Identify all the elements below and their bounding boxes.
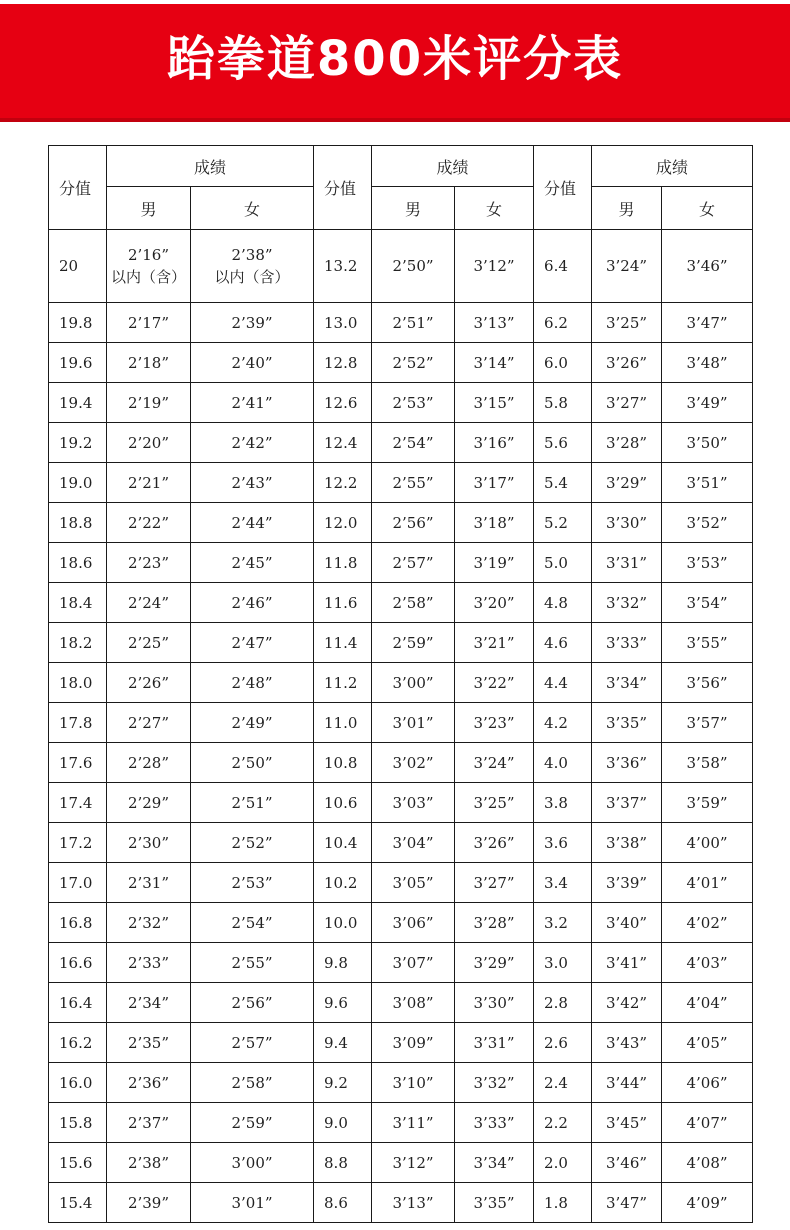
table-row bbox=[49, 583, 753, 623]
table-row bbox=[49, 1023, 753, 1063]
score-header: 分值 bbox=[534, 146, 592, 230]
male-result-cell: 2’57” bbox=[372, 543, 455, 583]
banner-top-stripe bbox=[0, 0, 790, 4]
female-result-cell: 4’08” bbox=[662, 1143, 753, 1183]
score-cell: 2.6 bbox=[534, 1023, 592, 1063]
score-cell: 9.8 bbox=[314, 943, 372, 983]
title-banner bbox=[0, 0, 790, 122]
male-result-cell: 3’47” bbox=[592, 1183, 662, 1223]
female-result-cell: 3’00” bbox=[191, 1143, 314, 1183]
male-result-cell: 2’21” bbox=[107, 463, 191, 503]
male-result-cell: 3’26” bbox=[592, 343, 662, 383]
score-cell: 16.0 bbox=[49, 1063, 107, 1103]
female-result-cell: 3’21” bbox=[455, 623, 534, 663]
female-result-cell: 2’52” bbox=[191, 823, 314, 863]
table-row bbox=[49, 783, 753, 823]
score-cell: 12.4 bbox=[314, 423, 372, 463]
female-result-cell: 3’58” bbox=[662, 743, 753, 783]
score-cell: 18.2 bbox=[49, 623, 107, 663]
score-cell: 3.4 bbox=[534, 863, 592, 903]
female-result-cell: 2’45” bbox=[191, 543, 314, 583]
score-cell: 3.6 bbox=[534, 823, 592, 863]
male-result-cell: 3’40” bbox=[592, 903, 662, 943]
score-cell: 2.8 bbox=[534, 983, 592, 1023]
male-result-cell: 3’12” bbox=[372, 1143, 455, 1183]
male-header: 男 bbox=[107, 187, 191, 230]
score-cell: 3.0 bbox=[534, 943, 592, 983]
female-header: 女 bbox=[455, 187, 534, 230]
male-result-cell: 3’46” bbox=[592, 1143, 662, 1183]
male-result-cell: 3’31” bbox=[592, 543, 662, 583]
male-result-cell: 2’23” bbox=[107, 543, 191, 583]
male-result-cell: 3’45” bbox=[592, 1103, 662, 1143]
score-cell: 15.8 bbox=[49, 1103, 107, 1143]
female-result-cell: 2’57” bbox=[191, 1023, 314, 1063]
score-cell: 1.8 bbox=[534, 1183, 592, 1223]
score-cell: 4.2 bbox=[534, 703, 592, 743]
male-result-cell: 3’41” bbox=[592, 943, 662, 983]
table-row bbox=[49, 343, 753, 383]
score-cell: 15.4 bbox=[49, 1183, 107, 1223]
score-cell: 4.6 bbox=[534, 623, 592, 663]
male-result-cell: 2’25” bbox=[107, 623, 191, 663]
female-result-cell: 4’07” bbox=[662, 1103, 753, 1143]
female-result-cell: 3’33” bbox=[455, 1103, 534, 1143]
male-result-cell: 3’08” bbox=[372, 983, 455, 1023]
score-cell: 9.2 bbox=[314, 1063, 372, 1103]
female-result-cell: 2’51” bbox=[191, 783, 314, 823]
score-cell: 12.2 bbox=[314, 463, 372, 503]
score-cell: 12.8 bbox=[314, 343, 372, 383]
table-row bbox=[49, 1183, 753, 1223]
score-cell: 9.0 bbox=[314, 1103, 372, 1143]
female-result-cell: 2’42” bbox=[191, 423, 314, 463]
score-cell: 8.6 bbox=[314, 1183, 372, 1223]
table-row bbox=[49, 463, 753, 503]
male-result-cell: 3’35” bbox=[592, 703, 662, 743]
female-result-cell: 2’47” bbox=[191, 623, 314, 663]
male-result-cell: 3’38” bbox=[592, 823, 662, 863]
score-cell: 2.4 bbox=[534, 1063, 592, 1103]
score-cell: 19.4 bbox=[49, 383, 107, 423]
score-cell: 17.6 bbox=[49, 743, 107, 783]
score-cell: 18.6 bbox=[49, 543, 107, 583]
female-result-cell: 3’20” bbox=[455, 583, 534, 623]
female-result-cell: 2’55” bbox=[191, 943, 314, 983]
female-result-cell: 3’34” bbox=[455, 1143, 534, 1183]
male-result-cell: 3’33” bbox=[592, 623, 662, 663]
male-result-cell: 2’58” bbox=[372, 583, 455, 623]
female-header: 女 bbox=[662, 187, 753, 230]
score-cell: 17.2 bbox=[49, 823, 107, 863]
male-result-cell: 3’24” bbox=[592, 230, 662, 303]
score-cell: 12.0 bbox=[314, 503, 372, 543]
female-result-cell: 3’53” bbox=[662, 543, 753, 583]
female-result-cell: 3’18” bbox=[455, 503, 534, 543]
female-result-cell: 3’28” bbox=[455, 903, 534, 943]
male-result-cell: 3’29” bbox=[592, 463, 662, 503]
score-cell: 13.0 bbox=[314, 303, 372, 343]
male-result-cell: 3’39” bbox=[592, 863, 662, 903]
score-cell: 5.6 bbox=[534, 423, 592, 463]
male-result-cell: 2’34” bbox=[107, 983, 191, 1023]
male-result-cell: 3’30” bbox=[592, 503, 662, 543]
score-cell: 6.2 bbox=[534, 303, 592, 343]
score-cell: 15.6 bbox=[49, 1143, 107, 1183]
table-row bbox=[49, 703, 753, 743]
female-result-cell: 3’14” bbox=[455, 343, 534, 383]
female-result-time: 2’38” bbox=[231, 246, 273, 264]
male-result-cell: 3’32” bbox=[592, 583, 662, 623]
male-result-cell bbox=[107, 230, 191, 303]
female-result-cell: 3’23” bbox=[455, 703, 534, 743]
female-result-cell: 3’17” bbox=[455, 463, 534, 503]
male-result-cell: 3’28” bbox=[592, 423, 662, 463]
page-title: 跆拳道800米评分表 bbox=[166, 31, 624, 87]
score-cell: 16.4 bbox=[49, 983, 107, 1023]
male-result-cell: 2’32” bbox=[107, 903, 191, 943]
female-result-cell: 3’48” bbox=[662, 343, 753, 383]
result-header: 成绩 bbox=[592, 146, 753, 187]
female-result-cell: 3’15” bbox=[455, 383, 534, 423]
table-row bbox=[49, 743, 753, 783]
table-row bbox=[49, 383, 753, 423]
female-result-cell: 3’46” bbox=[662, 230, 753, 303]
score-cell: 5.0 bbox=[534, 543, 592, 583]
score-cell: 16.6 bbox=[49, 943, 107, 983]
female-result-cell: 2’53” bbox=[191, 863, 314, 903]
male-result-cell: 3’25” bbox=[592, 303, 662, 343]
score-cell: 19.0 bbox=[49, 463, 107, 503]
score-cell: 17.4 bbox=[49, 783, 107, 823]
female-result-cell: 2’54” bbox=[191, 903, 314, 943]
score-cell: 17.8 bbox=[49, 703, 107, 743]
male-result-cell: 3’00” bbox=[372, 663, 455, 703]
male-result-cell: 2’54” bbox=[372, 423, 455, 463]
female-result-cell: 3’59” bbox=[662, 783, 753, 823]
male-result-cell: 3’43” bbox=[592, 1023, 662, 1063]
score-cell: 9.6 bbox=[314, 983, 372, 1023]
female-result-cell: 3’29” bbox=[455, 943, 534, 983]
score-header: 分值 bbox=[314, 146, 372, 230]
female-result-cell: 4’06” bbox=[662, 1063, 753, 1103]
table-row bbox=[49, 943, 753, 983]
male-result-cell: 3’03” bbox=[372, 783, 455, 823]
female-result-cell: 3’19” bbox=[455, 543, 534, 583]
result-header: 成绩 bbox=[107, 146, 314, 187]
score-cell: 10.4 bbox=[314, 823, 372, 863]
male-result-cell: 3’36” bbox=[592, 743, 662, 783]
male-result-cell: 2’26” bbox=[107, 663, 191, 703]
score-cell: 20 bbox=[49, 230, 107, 303]
table-row bbox=[49, 303, 753, 343]
female-result-cell: 4’04” bbox=[662, 983, 753, 1023]
female-result-cell: 2’41” bbox=[191, 383, 314, 423]
male-result-cell: 2’51” bbox=[372, 303, 455, 343]
score-cell: 11.0 bbox=[314, 703, 372, 743]
male-result-cell: 3’37” bbox=[592, 783, 662, 823]
score-cell: 3.8 bbox=[534, 783, 592, 823]
female-result-cell: 4’05” bbox=[662, 1023, 753, 1063]
male-result-cell: 3’06” bbox=[372, 903, 455, 943]
male-result-cell: 3’10” bbox=[372, 1063, 455, 1103]
score-cell: 2.2 bbox=[534, 1103, 592, 1143]
score-cell: 11.4 bbox=[314, 623, 372, 663]
female-result-cell: 3’54” bbox=[662, 583, 753, 623]
table-row bbox=[49, 543, 753, 583]
male-result-cell: 2’27” bbox=[107, 703, 191, 743]
female-result-cell: 3’25” bbox=[455, 783, 534, 823]
female-result-cell: 3’30” bbox=[455, 983, 534, 1023]
male-result-cell: 2’50” bbox=[372, 230, 455, 303]
male-result-time: 2’16” bbox=[127, 246, 170, 264]
female-result-cell: 2’49” bbox=[191, 703, 314, 743]
male-result-cell: 2’18” bbox=[107, 343, 191, 383]
female-result-cell: 4’09” bbox=[662, 1183, 753, 1223]
score-cell: 8.8 bbox=[314, 1143, 372, 1183]
male-result-cell: 2’39” bbox=[107, 1183, 191, 1223]
score-header: 分值 bbox=[49, 146, 107, 230]
female-result-cell: 3’52” bbox=[662, 503, 753, 543]
score-cell: 17.0 bbox=[49, 863, 107, 903]
male-result-cell: 3’01” bbox=[372, 703, 455, 743]
female-result-cell: 3’49” bbox=[662, 383, 753, 423]
score-cell: 11.2 bbox=[314, 663, 372, 703]
table-row bbox=[49, 903, 753, 943]
male-result-cell: 2’30” bbox=[107, 823, 191, 863]
male-result-cell: 2’38” bbox=[107, 1143, 191, 1183]
score-table bbox=[48, 145, 753, 1223]
male-result-cell: 2’22” bbox=[107, 503, 191, 543]
female-result-cell: 3’31” bbox=[455, 1023, 534, 1063]
male-result-cell: 2’55” bbox=[372, 463, 455, 503]
female-result-cell: 3’01” bbox=[191, 1183, 314, 1223]
score-cell: 10.6 bbox=[314, 783, 372, 823]
female-result-cell: 3’35” bbox=[455, 1183, 534, 1223]
male-result-cell: 3’42” bbox=[592, 983, 662, 1023]
score-cell: 10.0 bbox=[314, 903, 372, 943]
female-result-cell: 2’43” bbox=[191, 463, 314, 503]
score-cell: 19.6 bbox=[49, 343, 107, 383]
female-result-cell: 2’44” bbox=[191, 503, 314, 543]
female-result-cell: 2’48” bbox=[191, 663, 314, 703]
male-result-cell: 2’35” bbox=[107, 1023, 191, 1063]
female-result-cell: 2’46” bbox=[191, 583, 314, 623]
score-cell: 16.2 bbox=[49, 1023, 107, 1063]
female-result-cell bbox=[191, 230, 314, 303]
table-row bbox=[49, 423, 753, 463]
male-result-cell: 2’59” bbox=[372, 623, 455, 663]
female-result-cell: 3’26” bbox=[455, 823, 534, 863]
table-row bbox=[49, 823, 753, 863]
female-result-cell: 2’56” bbox=[191, 983, 314, 1023]
score-cell: 19.2 bbox=[49, 423, 107, 463]
score-cell: 18.4 bbox=[49, 583, 107, 623]
male-result-cell: 2’53” bbox=[372, 383, 455, 423]
score-cell: 12.6 bbox=[314, 383, 372, 423]
female-result-cell: 3’24” bbox=[455, 743, 534, 783]
male-result-cell: 2’24” bbox=[107, 583, 191, 623]
score-cell: 10.8 bbox=[314, 743, 372, 783]
male-result-cell: 2’36” bbox=[107, 1063, 191, 1103]
male-result-cell: 3’05” bbox=[372, 863, 455, 903]
female-result-cell: 3’57” bbox=[662, 703, 753, 743]
male-result-cell: 3’27” bbox=[592, 383, 662, 423]
score-cell: 10.2 bbox=[314, 863, 372, 903]
table-row bbox=[49, 983, 753, 1023]
score-cell: 5.2 bbox=[534, 503, 592, 543]
female-result-cell: 3’51” bbox=[662, 463, 753, 503]
male-result-cell: 3’04” bbox=[372, 823, 455, 863]
score-cell: 9.4 bbox=[314, 1023, 372, 1063]
female-result-cell: 3’56” bbox=[662, 663, 753, 703]
male-result-cell: 3’02” bbox=[372, 743, 455, 783]
score-cell: 19.8 bbox=[49, 303, 107, 343]
female-result-cell: 3’12” bbox=[455, 230, 534, 303]
table-row bbox=[49, 623, 753, 663]
female-header: 女 bbox=[191, 187, 314, 230]
male-result-cell: 3’09” bbox=[372, 1023, 455, 1063]
male-result-cell: 2’33” bbox=[107, 943, 191, 983]
female-result-cell: 3’50” bbox=[662, 423, 753, 463]
male-result-cell: 3’34” bbox=[592, 663, 662, 703]
male-result-cell: 2’52” bbox=[372, 343, 455, 383]
score-cell: 4.0 bbox=[534, 743, 592, 783]
score-cell: 4.8 bbox=[534, 583, 592, 623]
score-cell: 5.8 bbox=[534, 383, 592, 423]
result-header: 成绩 bbox=[372, 146, 534, 187]
score-cell: 11.6 bbox=[314, 583, 372, 623]
score-cell: 2.0 bbox=[534, 1143, 592, 1183]
score-cell: 6.4 bbox=[534, 230, 592, 303]
table-row bbox=[49, 503, 753, 543]
table-row bbox=[49, 663, 753, 703]
score-cell: 3.2 bbox=[534, 903, 592, 943]
female-result-cell: 2’39” bbox=[191, 303, 314, 343]
score-cell: 18.0 bbox=[49, 663, 107, 703]
male-result-cell: 2’31” bbox=[107, 863, 191, 903]
male-result-cell: 2’20” bbox=[107, 423, 191, 463]
female-result-cell: 3’16” bbox=[455, 423, 534, 463]
female-result-cell: 3’47” bbox=[662, 303, 753, 343]
score-cell: 11.8 bbox=[314, 543, 372, 583]
male-result-cell: 3’13” bbox=[372, 1183, 455, 1223]
male-result-cell: 2’19” bbox=[107, 383, 191, 423]
score-cell: 18.8 bbox=[49, 503, 107, 543]
male-result-note: 以内（含） bbox=[110, 268, 186, 286]
table-row bbox=[49, 863, 753, 903]
female-result-cell: 4’01” bbox=[662, 863, 753, 903]
female-result-cell: 3’22” bbox=[455, 663, 534, 703]
female-result-cell: 2’50” bbox=[191, 743, 314, 783]
score-cell: 6.0 bbox=[534, 343, 592, 383]
male-header: 男 bbox=[372, 187, 455, 230]
male-result-cell: 2’37” bbox=[107, 1103, 191, 1143]
male-result-cell: 2’17” bbox=[107, 303, 191, 343]
female-result-cell: 3’13” bbox=[455, 303, 534, 343]
male-result-cell: 2’56” bbox=[372, 503, 455, 543]
score-cell: 4.4 bbox=[534, 663, 592, 703]
table-row bbox=[49, 1103, 753, 1143]
female-result-cell: 2’58” bbox=[191, 1063, 314, 1103]
female-result-cell: 3’55” bbox=[662, 623, 753, 663]
female-result-cell: 4’00” bbox=[662, 823, 753, 863]
male-result-cell: 2’28” bbox=[107, 743, 191, 783]
score-cell: 13.2 bbox=[314, 230, 372, 303]
table-row bbox=[49, 230, 753, 303]
female-result-cell: 3’32” bbox=[455, 1063, 534, 1103]
female-result-cell: 3’27” bbox=[455, 863, 534, 903]
male-header: 男 bbox=[592, 187, 662, 230]
female-result-cell: 2’40” bbox=[191, 343, 314, 383]
male-result-cell: 3’44” bbox=[592, 1063, 662, 1103]
female-result-cell: 4’02” bbox=[662, 903, 753, 943]
score-cell: 16.8 bbox=[49, 903, 107, 943]
score-cell: 5.4 bbox=[534, 463, 592, 503]
male-result-cell: 2’29” bbox=[107, 783, 191, 823]
table-row bbox=[49, 1063, 753, 1103]
table-row bbox=[49, 1143, 753, 1183]
female-result-cell: 4’03” bbox=[662, 943, 753, 983]
female-result-note: 以内（含） bbox=[214, 268, 290, 286]
male-result-cell: 3’07” bbox=[372, 943, 455, 983]
female-result-cell: 2’59” bbox=[191, 1103, 314, 1143]
male-result-cell: 3’11” bbox=[372, 1103, 455, 1143]
